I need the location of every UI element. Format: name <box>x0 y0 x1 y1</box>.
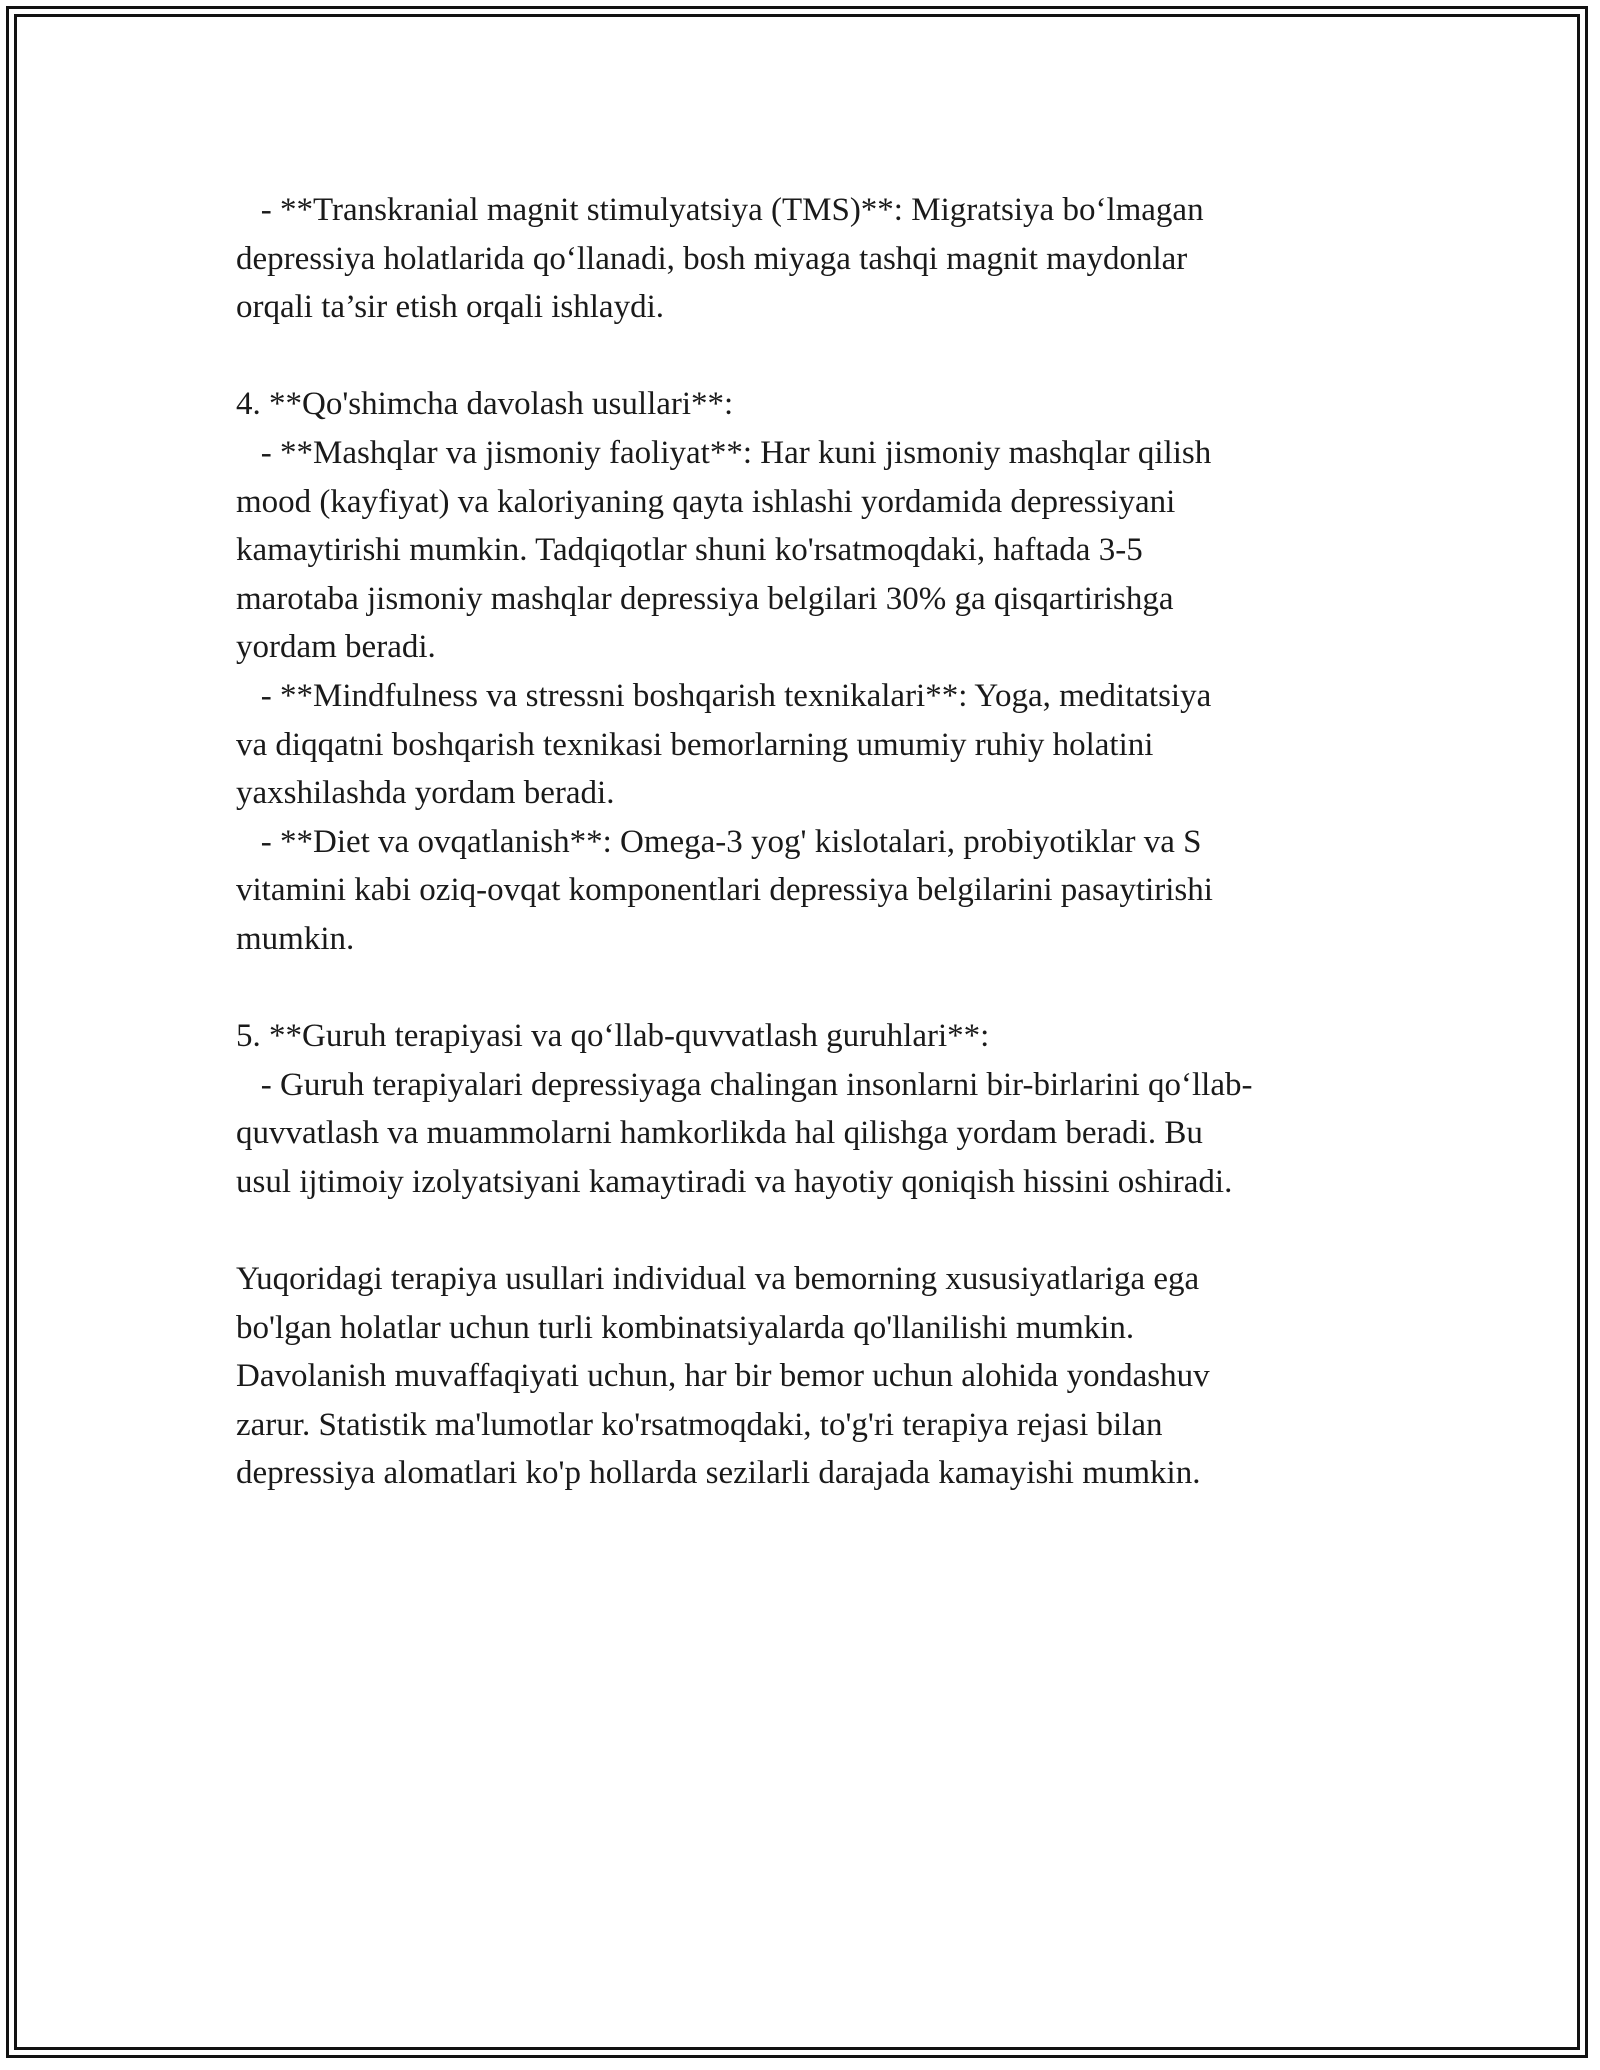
text-line: - **Mindfulness va stressni boshqarish texnikalari**: Yoga, meditatsiya <box>236 677 1212 714</box>
text-line: - **Transkranial magnit stimulyatsiya (TMS)**: Migratsiya bo‘lmagan <box>236 192 1204 228</box>
document-body <box>236 186 1396 1498</box>
paragraph-gap <box>236 1206 1396 1255</box>
text-line: marotaba jismoniy mashqlar depressiya belgilari 30% ga qisqartirishga <box>236 580 1174 617</box>
text-line: mumkin. <box>236 920 355 957</box>
section-heading: 4. **Qo'shimcha davolash usullari**: <box>236 386 734 423</box>
text-line: va diqqatni boshqarish texnikasi bemorlarning umumiy ruhiy holatini <box>236 726 1154 763</box>
text-line: yordam beradi. <box>236 629 436 666</box>
paragraph-gap <box>236 964 1396 1013</box>
text-line: Yuqoridagi terapiya usullari individual va bemorning xususiyatlariga ega <box>236 1261 1200 1298</box>
text-line: kamaytirishi mumkin. Tadqiqotlar shuni ko'rsatmoqdaki, haftada 3-5 <box>236 532 1143 569</box>
text-line: - **Diet va ovqatlanish**: Omega-3 yog' kislotalari, probiyotiklar va S <box>236 823 1202 860</box>
text-line: zarur. Statistik ma'lumotlar ko'rsatmoqdaki, to'g'ri terapiya rejasi bilan <box>236 1406 1163 1443</box>
text-line: depressiya holatlarida qo‘llanadi, bosh miyaga tashqi magnit maydonlar <box>236 240 1188 277</box>
section-heading: 5. **Guruh terapiyasi va qo‘llab-quvvatlash guruhlari**: <box>236 1018 990 1055</box>
text-line: - **Mashqlar va jismoniy faoliyat**: Har kuni jismoniy mashqlar qilish <box>236 434 1212 471</box>
text-line: - Guruh terapiyalari depressiyaga chalingan insonlarni bir-birlarini qo‘llab- <box>236 1066 1253 1103</box>
text-line: mood (kayfiyat) va kaloriyaning qayta ishlashi yordamida depressiyani <box>236 483 1176 520</box>
text-line: bo'lgan holatlar uchun turli kombinatsiyalarda qo'llanilishi mumkin. <box>236 1309 1135 1346</box>
text-line: Davolanish muvaffaqiyati uchun, har bir bemor uchun alohida yondashuv <box>236 1358 1210 1395</box>
text-line: vitamini kabi oziq-ovqat komponentlari depressiya belgilarini pasaytirishi <box>236 872 1213 909</box>
paragraph-gap <box>236 332 1396 381</box>
text-line: orqali ta’sir etish orqali ishlaydi. <box>236 289 665 326</box>
text-line: yaxshilashda yordam beradi. <box>236 775 615 812</box>
text-line: usul ijtimoiy izolyatsiyani kamaytiradi va hayotiy qoniqish hissini oshiradi. <box>236 1163 1233 1200</box>
text-line: depressiya alomatlari ko'p hollarda sezilarli darajada kamayishi mumkin. <box>236 1455 1201 1492</box>
text-line: quvvatlash va muammolarni hamkorlikda hal qilishga yordam beradi. Bu <box>236 1115 1203 1152</box>
